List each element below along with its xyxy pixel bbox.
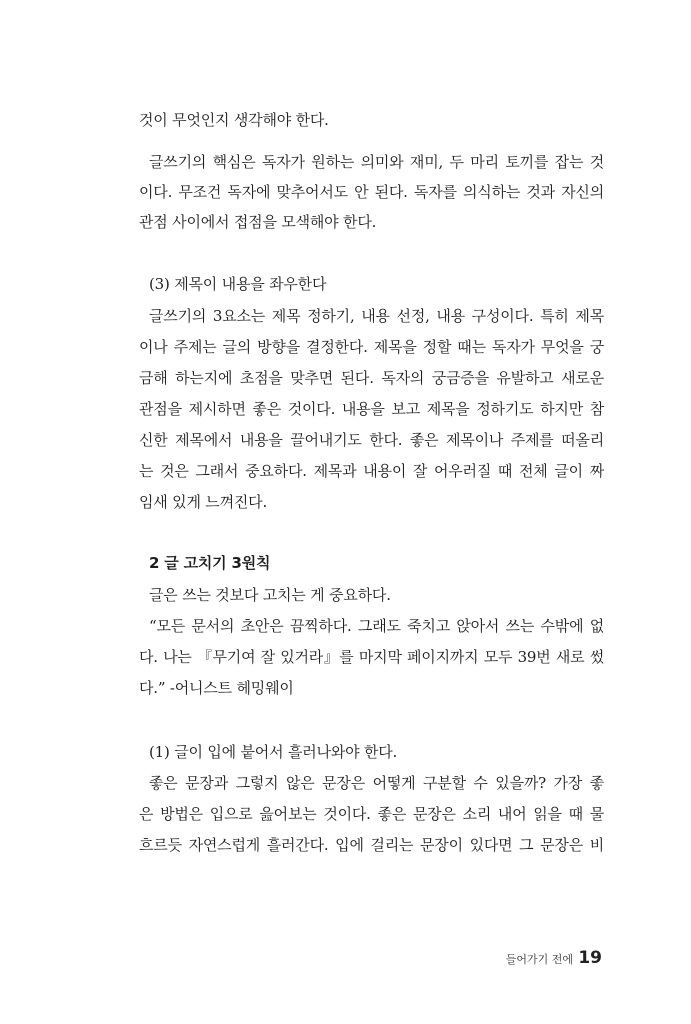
subheading: (1) 글이 입에 붙어서 흘러나와야 한다.: [149, 743, 398, 761]
body-line: 관점 사이에서 접점을 모색해야 한다.: [139, 213, 377, 231]
page-number: 19: [578, 948, 602, 968]
body-line: 는 것은 그래서 중요하다. 제목과 내용이 잘 어우러질 때 전체 글이 짜: [139, 462, 604, 480]
body-line: 신한 제목에서 내용을 끌어내기도 한다. 좋은 제목이나 주제를 떠올리: [139, 431, 604, 449]
body-line: 이다. 무조건 독자에 맞추어서도 안 된다. 독자를 의식하는 것과 자신의: [139, 183, 604, 201]
quote-line: 다. 나는 『무기여 잘 있거라』를 마지막 페이지까지 모두 39번 새로 썼: [139, 648, 604, 666]
body-line: 은 방법은 입으로 읊어보는 것이다. 좋은 문장은 소리 내어 읽을 때 물: [139, 805, 604, 823]
body-line: 관점을 제시하면 좋은 것이다. 내용을 보고 제목을 정하기도 하지만 참: [139, 400, 604, 418]
body-line: 임새 있게 느껴진다.: [139, 493, 268, 511]
body-line: 좋은 문장과 그렇지 않은 문장은 어떻게 구분할 수 있을까? 가장 좋: [149, 774, 604, 792]
subheading: (3) 제목이 내용을 좌우한다: [149, 275, 327, 293]
body-line: 글은 쓰는 것보다 고치는 게 중요하다.: [149, 586, 391, 604]
running-footer-title: 들어가기 전에: [505, 953, 573, 966]
body-line: 흐르듯 자연스럽게 흘러간다. 입에 걸리는 문장이 있다면 그 문장은 비: [139, 836, 604, 854]
body-line: 이나 주제는 글의 방향을 결정한다. 제목을 정할 때는 독자가 무엇을 궁: [139, 338, 604, 356]
body-line: 글쓰기의 핵심은 독자가 원하는 의미와 재미, 두 마리 토끼를 잡는 것: [149, 153, 604, 171]
section-heading: 2 글 고치기 3원칙: [149, 554, 271, 572]
body-line: 금해 하는지에 초점을 맞추면 된다. 독자의 궁금증을 유발하고 새로운: [139, 369, 604, 387]
quote-line: “모든 문서의 초안은 끔찍하다. 그래도 죽치고 앉아서 쓰는 수밖에 없: [149, 617, 604, 635]
body-line: 글쓰기의 3요소는 제목 정하기, 내용 선정, 내용 구성이다. 특히 제목: [149, 307, 604, 325]
quote-line: 다.” -어니스트 헤밍웨이: [139, 679, 294, 697]
body-line: 것이 무엇인지 생각해야 한다.: [139, 111, 329, 129]
